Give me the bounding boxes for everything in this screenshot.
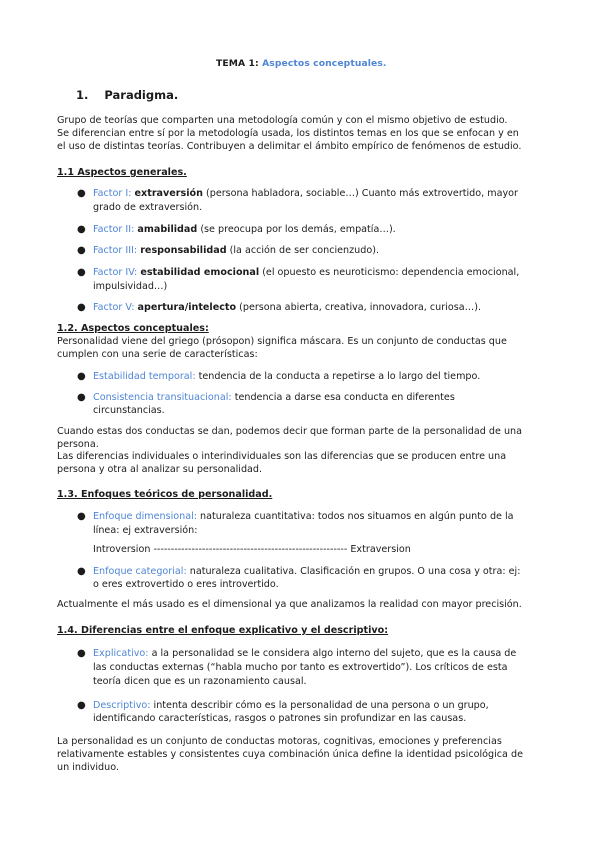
factor-term: estabilidad emocional: [140, 267, 260, 278]
paragraph-line: cumplen con una serie de características:: [57, 349, 258, 360]
bullet-dot: ●: [77, 245, 86, 256]
approach-item: [93, 566, 520, 578]
heading-label: Paradigma.: [104, 88, 179, 102]
approach-key: Enfoque categorial:: [93, 566, 187, 577]
difference-continuation: teoría dicen que es un razonamiento causal.: [93, 676, 307, 687]
difference-text: a la personalidad se le considera algo interno del sujeto, que es la causa de: [148, 648, 517, 659]
factor-item: [93, 188, 518, 200]
bullet-dot: ●: [77, 648, 86, 659]
characteristic-item: [93, 392, 455, 404]
section-heading-1-4: 1.4. Diferencias entre el enfoque explicativo y el descriptivo:: [57, 625, 389, 636]
heading-number: 1.: [76, 88, 89, 102]
approach-item: [93, 511, 514, 523]
characteristic-item: [93, 371, 480, 383]
factor-term: responsabilidad: [140, 245, 227, 256]
section-heading-1-3: 1.3. Enfoques teóricos de personalidad.: [57, 489, 273, 500]
approach-key: Enfoque dimensional:: [93, 511, 197, 522]
characteristic-key: Consistencia transituacional:: [93, 392, 232, 403]
section-heading-1-2: 1.2. Aspectos conceptuales:: [57, 323, 209, 334]
factor-key: Factor I:: [93, 188, 132, 199]
factor-item: [93, 267, 519, 279]
factor-term: amabilidad: [137, 224, 198, 235]
factor-desc: (el opuesto es neuroticismo: dependencia emocional,: [259, 267, 520, 278]
intro-line: Grupo de teorías que comparten una metodología común y con el mismo objetivo de estudio.: [57, 115, 508, 126]
factor-continuation: grado de extraversión.: [93, 202, 203, 213]
approach-continuation: línea: ej extraversión:: [93, 525, 198, 536]
characteristic-text: tendencia de la conducta a repetirse a lo largo del tiempo.: [195, 371, 481, 382]
title-main: Aspectos conceptuales.: [262, 58, 387, 69]
approach-text: naturaleza cualitativa. Clasificación en grupos. O una cosa y otra: ej:: [186, 566, 521, 577]
difference-text: intenta describir cómo es la personalidad de una persona o un grupo,: [150, 700, 489, 711]
doc-title: [216, 58, 387, 70]
factor-item: [93, 224, 396, 236]
title-prefix: TEMA 1:: [216, 58, 259, 69]
characteristic-continuation: circunstancias.: [93, 405, 165, 416]
paragraph-line: Personalidad viene del griego (prósopon) significa máscara. Es un conjunto de conductas que: [57, 336, 507, 347]
factor-desc: (la acción de ser concienzudo).: [226, 245, 380, 256]
factor-desc: (se preocupa por los demás, empatía…).: [197, 224, 396, 235]
heading-paradigma: [76, 89, 178, 101]
paragraph-line: Las diferencias individuales o interindividuales son las diferencias que se producen entre una: [57, 451, 507, 462]
difference-key: Explicativo:: [93, 648, 149, 659]
difference-item: [93, 648, 516, 660]
factor-key: Factor III:: [93, 245, 138, 256]
paragraph-line: La personalidad es un conjunto de conductas motoras, cognitivas, emociones y preferencias: [57, 736, 502, 747]
bullet-dot: ●: [77, 511, 86, 522]
difference-continuation: las conductas externas (“habla mucho por tanto es extrovertido”). Los críticos de esta: [93, 662, 508, 673]
section-heading-1-1: 1.1 Aspectos generales.: [57, 167, 187, 178]
difference-key: Descriptivo:: [93, 700, 151, 711]
paragraph-line: persona y otra al analizar su personalidad.: [57, 464, 263, 475]
bullet-dot: ●: [77, 392, 86, 403]
difference-item: [93, 700, 489, 712]
paragraph-line: Actualmente el más usado es el dimensional ya que analizamos la realidad con mayor precisión.: [57, 599, 522, 610]
intro-line: el uso de distintas teorías. Contribuyen a delimitar el ámbito empírico de fenómenos de estudio.: [57, 141, 522, 152]
factor-key: Factor IV:: [93, 267, 138, 278]
paragraph-line: Cuando estas dos conductas se dan, podemos decir que forman parte de la personalidad de una: [57, 426, 522, 437]
approach-text: naturaleza cuantitativa: todos nos situamos en algún punto de la: [197, 511, 514, 522]
bullet-dot: ●: [77, 700, 86, 711]
factor-key: Factor II:: [93, 224, 135, 235]
factor-term: extraversión: [134, 188, 203, 199]
bullet-dot: ●: [77, 371, 86, 382]
difference-continuation: identificando características, rasgos o patrones sin profundizar en las causas.: [93, 713, 467, 724]
characteristic-key: Estabilidad temporal:: [93, 371, 196, 382]
bullet-dot: ●: [77, 224, 86, 235]
factor-item: [93, 302, 481, 314]
bullet-dot: ●: [77, 188, 86, 199]
bullet-dot: ●: [77, 267, 86, 278]
intro-line: Se diferencian entre sí por la metodología usada, los distintos temas en los que se enfocan y en: [57, 128, 519, 139]
approach-continuation: o eres extrovertido o eres introvertido.: [93, 579, 279, 590]
factor-desc: (persona habladora, sociable…) Cuanto más extrovertido, mayor: [202, 188, 518, 199]
factor-continuation: impulsividad…): [93, 281, 168, 292]
characteristic-text: tendencia a darse esa conducta en diferentes: [231, 392, 455, 403]
bullet-dot: ●: [77, 302, 86, 313]
scale-line: Introversion -------------------------------------------------------- Extraversion: [93, 544, 411, 555]
bullet-dot: ●: [77, 566, 86, 577]
factor-term: apertura/intelecto: [137, 302, 237, 313]
factor-key: Factor V:: [93, 302, 135, 313]
paragraph-line: persona.: [57, 439, 99, 450]
factor-desc: (persona abierta, creativa, innovadora, curiosa…).: [236, 302, 482, 313]
factor-item: [93, 245, 379, 257]
paragraph-line: un individuo.: [57, 762, 119, 773]
paragraph-line: relativamente estables y consistentes cuya combinación única define la identidad psicológica de: [57, 749, 523, 760]
